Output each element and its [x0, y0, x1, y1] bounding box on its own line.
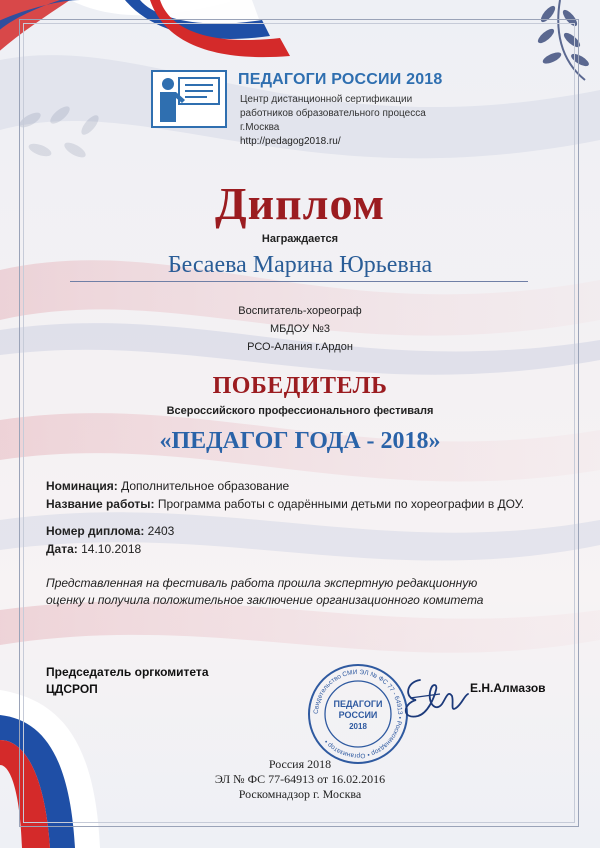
stamp-text: РОССИИ [338, 710, 378, 720]
org-city: г.Москва [240, 122, 280, 133]
work-title-row [46, 497, 524, 511]
work-title-value: Программа работы с одарёнными детьми по хореографии в ДОУ. [154, 497, 525, 511]
nomination-label: Номинация: [46, 479, 118, 493]
statement-line: оценку и получила положительное заключение организационного комитета [46, 593, 484, 607]
nomination-value: Дополнительное образование [117, 479, 290, 493]
handwritten-signature [396, 668, 472, 726]
teacher-board-icon [151, 70, 227, 130]
org-description-line: работников образовательного процесса [240, 108, 426, 119]
org-website-link[interactable]: http://pedagog2018.ru/ [240, 136, 341, 147]
recipient-institution: МБДОУ №3 [269, 323, 331, 335]
festival-name: «ПЕДАГОГ ГОДА - 2018» [159, 428, 441, 454]
diploma-number-value: 2403 [144, 524, 175, 538]
date-label: Дата: [46, 542, 78, 556]
footer-registration: ЭЛ № ФС 77-64913 от 16.02.2016 [214, 772, 386, 786]
diploma-title: Диплом [215, 178, 385, 229]
statement-line: Представленная на фестиваль работа прошла экспертную редакционную [46, 576, 478, 590]
date-value: 14.10.2018 [77, 542, 142, 556]
festival-description: Всероссийского профессионального фестиваля [166, 405, 434, 417]
awarded-label: Награждается [261, 233, 339, 245]
work-title-label: Название работы: [46, 497, 155, 511]
stamp-text: ПЕДАГОГИ [333, 699, 383, 709]
date-row [46, 542, 141, 556]
nomination-row [46, 479, 289, 493]
recipient-position: Воспитатель-хореограф [238, 305, 362, 317]
signer-name: Е.Н.Алмазов [470, 681, 546, 695]
recipient-location: РСО-Алания г.Ардон [247, 341, 353, 353]
recipient-name: Бесаева Марина Юрьевна [167, 252, 433, 278]
org-title: ПЕДАГОГИ РОССИИ 2018 [238, 71, 443, 88]
diploma-number-row [46, 524, 174, 538]
footer-authority: Роскомнадзор г. Москва [238, 787, 362, 801]
footer-country-year: Россия 2018 [268, 757, 332, 771]
official-stamp [306, 662, 410, 766]
org-description-line: Центр дистанционной сертификации [240, 94, 413, 105]
chairman-org: ЦДСРОП [46, 682, 98, 696]
chairman-title: Председатель оргкомитета [46, 665, 209, 679]
stamp-ring-text: Свидетельство СМИ ЭЛ № ФС 77 - 64913 • Роскомнадзор • Организатор • [312, 668, 404, 760]
diploma-number-label: Номер диплома: [46, 524, 145, 538]
name-underline [70, 281, 528, 282]
stamp-text: 2018 [349, 722, 367, 731]
winner-title: ПОБЕДИТЕЛЬ [212, 373, 388, 399]
